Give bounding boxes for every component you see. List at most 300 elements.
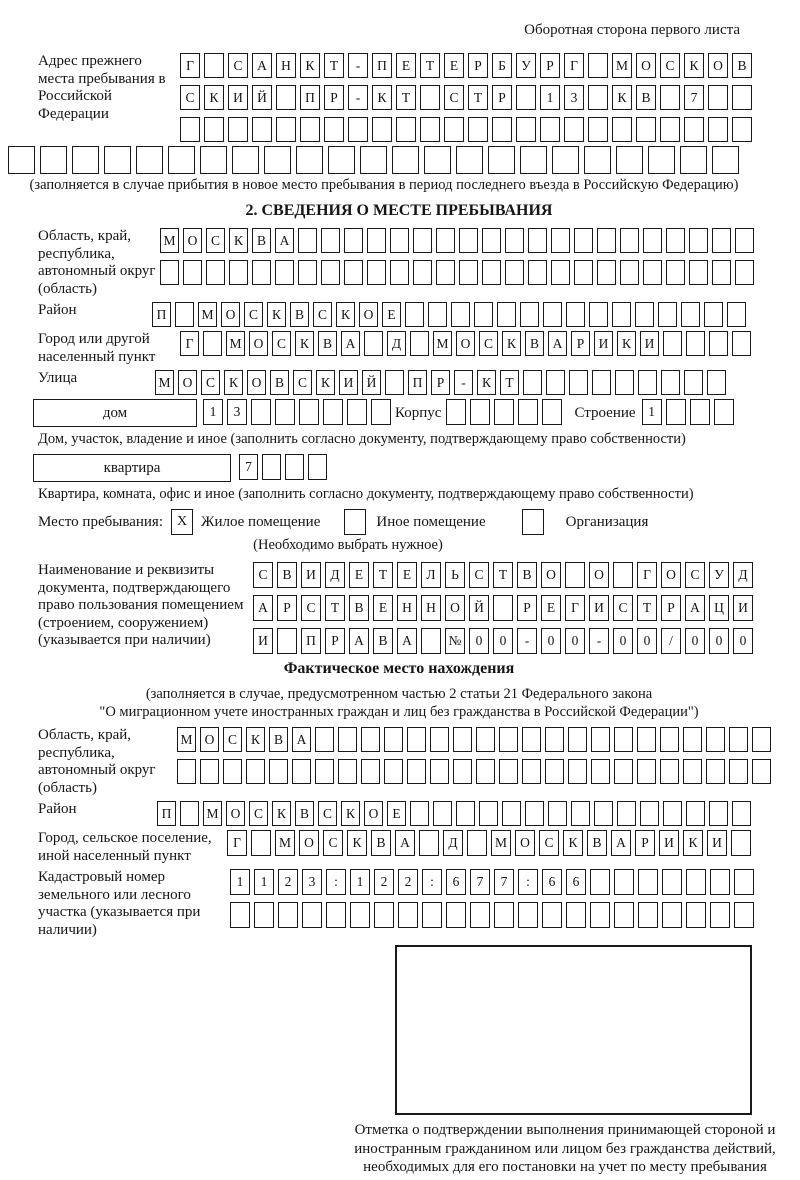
char-cell[interactable] (203, 331, 222, 356)
char-cell[interactable]: А (341, 331, 360, 356)
char-cell[interactable] (361, 759, 380, 784)
char-cell[interactable] (613, 562, 633, 588)
char-cell[interactable]: К (612, 85, 632, 110)
char-cell[interactable] (410, 801, 429, 826)
char-cell[interactable]: 0 (469, 628, 489, 654)
char-cell[interactable]: 0 (565, 628, 585, 654)
char-cell[interactable] (8, 146, 35, 174)
char-cell[interactable] (684, 117, 704, 142)
char-cell[interactable]: С (180, 85, 200, 110)
char-cell[interactable]: Р (431, 370, 450, 395)
char-cell[interactable]: А (349, 628, 369, 654)
char-cell[interactable]: С (206, 228, 225, 253)
char-cell[interactable] (206, 260, 225, 285)
char-cell[interactable]: Л (421, 562, 441, 588)
char-cell[interactable]: С (313, 302, 332, 327)
char-cell[interactable]: Г (637, 562, 657, 588)
char-cell[interactable] (640, 801, 659, 826)
char-cell[interactable]: 2 (374, 869, 394, 895)
char-cell[interactable] (410, 331, 429, 356)
char-cell[interactable]: М (433, 331, 452, 356)
char-cell[interactable] (350, 902, 370, 928)
char-cell[interactable] (72, 146, 99, 174)
char-cell[interactable]: М (177, 727, 196, 752)
char-cell[interactable] (643, 260, 662, 285)
char-cell[interactable] (734, 869, 754, 895)
char-cell[interactable] (588, 117, 608, 142)
char-cell[interactable] (660, 117, 680, 142)
char-cell[interactable] (367, 260, 386, 285)
char-cell[interactable]: С (293, 370, 312, 395)
char-cell[interactable] (360, 146, 387, 174)
char-cell[interactable] (421, 628, 441, 654)
char-cell[interactable]: О (589, 562, 609, 588)
char-cell[interactable] (446, 902, 466, 928)
char-cell[interactable] (422, 902, 442, 928)
char-cell[interactable] (276, 85, 296, 110)
char-cell[interactable]: 0 (637, 628, 657, 654)
char-cell[interactable]: В (732, 53, 752, 78)
char-cell[interactable] (479, 801, 498, 826)
char-cell[interactable] (545, 759, 564, 784)
char-cell[interactable] (40, 146, 67, 174)
char-cell[interactable] (459, 228, 478, 253)
char-cell[interactable] (516, 85, 536, 110)
char-cell[interactable] (732, 85, 752, 110)
char-cell[interactable] (732, 331, 751, 356)
char-cell[interactable]: В (349, 595, 369, 621)
char-cell[interactable]: Е (387, 801, 406, 826)
char-cell[interactable] (505, 260, 524, 285)
char-cell[interactable] (420, 85, 440, 110)
char-cell[interactable]: Н (397, 595, 417, 621)
checkbox-organization[interactable] (522, 509, 544, 535)
char-cell[interactable] (502, 801, 521, 826)
char-cell[interactable] (663, 331, 682, 356)
char-cell[interactable]: В (318, 331, 337, 356)
char-cell[interactable] (348, 117, 368, 142)
char-cell[interactable] (620, 228, 639, 253)
char-cell[interactable]: 0 (733, 628, 753, 654)
char-cell[interactable] (321, 228, 340, 253)
char-cell[interactable] (456, 146, 483, 174)
char-cell[interactable] (298, 260, 317, 285)
char-cell[interactable]: К (563, 830, 583, 856)
char-cell[interactable] (660, 727, 679, 752)
char-cell[interactable]: Р (661, 595, 681, 621)
char-cell[interactable]: Р (571, 331, 590, 356)
char-cell[interactable] (433, 801, 452, 826)
char-cell[interactable] (482, 260, 501, 285)
char-cell[interactable] (734, 902, 754, 928)
char-cell[interactable] (590, 869, 610, 895)
char-cell[interactable] (499, 759, 518, 784)
char-cell[interactable] (204, 53, 224, 78)
char-cell[interactable] (683, 727, 702, 752)
char-cell[interactable] (597, 228, 616, 253)
char-cell[interactable]: П (408, 370, 427, 395)
char-cell[interactable]: 1 (642, 399, 662, 425)
char-cell[interactable]: О (708, 53, 728, 78)
char-cell[interactable]: Й (362, 370, 381, 395)
char-cell[interactable] (729, 759, 748, 784)
char-cell[interactable]: 1 (254, 869, 274, 895)
char-cell[interactable] (568, 727, 587, 752)
char-cell[interactable]: 0 (541, 628, 561, 654)
char-cell[interactable]: С (228, 53, 248, 78)
char-cell[interactable] (643, 228, 662, 253)
char-cell[interactable] (551, 260, 570, 285)
char-cell[interactable] (136, 146, 163, 174)
char-cell[interactable]: Е (444, 53, 464, 78)
char-cell[interactable] (228, 117, 248, 142)
char-cell[interactable]: В (290, 302, 309, 327)
char-cell[interactable] (712, 260, 731, 285)
char-cell[interactable] (635, 302, 654, 327)
char-cell[interactable] (392, 146, 419, 174)
char-cell[interactable]: 7 (494, 869, 514, 895)
char-cell[interactable] (175, 302, 194, 327)
char-cell[interactable]: Р (325, 628, 345, 654)
char-cell[interactable] (735, 260, 754, 285)
char-cell[interactable]: Г (564, 53, 584, 78)
char-cell[interactable] (543, 302, 562, 327)
char-cell[interactable]: П (157, 801, 176, 826)
char-cell[interactable]: С (469, 562, 489, 588)
char-cell[interactable] (328, 146, 355, 174)
char-cell[interactable]: Е (373, 595, 393, 621)
char-cell[interactable]: С (244, 302, 263, 327)
char-cell[interactable] (686, 869, 706, 895)
char-cell[interactable] (499, 727, 518, 752)
char-cell[interactable]: Д (733, 562, 753, 588)
char-cell[interactable] (706, 727, 725, 752)
char-cell[interactable]: Г (565, 595, 585, 621)
char-cell[interactable] (614, 869, 634, 895)
char-cell[interactable] (424, 146, 451, 174)
char-cell[interactable]: - (454, 370, 473, 395)
char-cell[interactable] (168, 146, 195, 174)
char-cell[interactable] (518, 399, 538, 425)
char-cell[interactable] (590, 902, 610, 928)
char-cell[interactable]: 1 (540, 85, 560, 110)
char-cell[interactable]: Г (227, 830, 247, 856)
char-cell[interactable] (565, 562, 585, 588)
char-cell[interactable] (430, 759, 449, 784)
char-cell[interactable] (594, 801, 613, 826)
char-cell[interactable] (104, 146, 131, 174)
char-cell[interactable] (707, 370, 726, 395)
char-cell[interactable] (546, 370, 565, 395)
char-cell[interactable]: 3 (302, 869, 322, 895)
char-cell[interactable] (612, 117, 632, 142)
char-cell[interactable]: А (397, 628, 417, 654)
char-cell[interactable]: Ь (445, 562, 465, 588)
char-cell[interactable]: Й (469, 595, 489, 621)
char-cell[interactable] (302, 902, 322, 928)
char-cell[interactable]: А (253, 595, 273, 621)
char-cell[interactable] (252, 117, 272, 142)
char-cell[interactable]: 6 (542, 869, 562, 895)
char-cell[interactable]: К (684, 53, 704, 78)
char-cell[interactable] (299, 399, 319, 425)
char-cell[interactable] (428, 302, 447, 327)
char-cell[interactable] (571, 801, 590, 826)
char-cell[interactable]: О (249, 331, 268, 356)
char-cell[interactable] (689, 260, 708, 285)
char-cell[interactable] (251, 830, 271, 856)
char-cell[interactable]: Р (277, 595, 297, 621)
char-cell[interactable] (552, 146, 579, 174)
char-cell[interactable] (520, 146, 547, 174)
char-cell[interactable] (177, 759, 196, 784)
char-cell[interactable] (326, 902, 346, 928)
char-cell[interactable]: : (422, 869, 442, 895)
char-cell[interactable]: Р (517, 595, 537, 621)
char-cell[interactable]: А (252, 53, 272, 78)
char-cell[interactable] (419, 830, 439, 856)
char-cell[interactable]: О (226, 801, 245, 826)
char-cell[interactable] (451, 302, 470, 327)
char-cell[interactable] (516, 117, 536, 142)
char-cell[interactable] (588, 85, 608, 110)
char-cell[interactable] (564, 117, 584, 142)
char-cell[interactable]: С (249, 801, 268, 826)
char-cell[interactable] (390, 228, 409, 253)
char-cell[interactable] (663, 801, 682, 826)
char-cell[interactable] (690, 399, 710, 425)
char-cell[interactable] (385, 370, 404, 395)
char-cell[interactable]: С (613, 595, 633, 621)
char-cell[interactable]: - (348, 53, 368, 78)
char-cell[interactable]: К (267, 302, 286, 327)
char-cell[interactable]: М (155, 370, 174, 395)
char-cell[interactable] (518, 902, 538, 928)
char-cell[interactable]: : (518, 869, 538, 895)
char-cell[interactable] (246, 759, 265, 784)
char-cell[interactable] (727, 302, 746, 327)
char-cell[interactable] (661, 370, 680, 395)
char-cell[interactable]: Т (396, 85, 416, 110)
char-cell[interactable]: С (201, 370, 220, 395)
char-cell[interactable] (591, 759, 610, 784)
char-cell[interactable] (324, 117, 344, 142)
char-cell[interactable] (709, 331, 728, 356)
char-cell[interactable]: В (277, 562, 297, 588)
char-cell[interactable] (752, 759, 771, 784)
char-cell[interactable]: Е (349, 562, 369, 588)
char-cell[interactable] (666, 399, 686, 425)
char-cell[interactable]: П (300, 85, 320, 110)
char-cell[interactable]: У (709, 562, 729, 588)
char-cell[interactable] (710, 902, 730, 928)
char-cell[interactable]: И (733, 595, 753, 621)
char-cell[interactable]: А (275, 228, 294, 253)
char-cell[interactable]: К (347, 830, 367, 856)
char-cell[interactable]: О (661, 562, 681, 588)
char-cell[interactable]: 6 (566, 869, 586, 895)
char-cell[interactable]: Т (373, 562, 393, 588)
char-cell[interactable] (315, 759, 334, 784)
char-cell[interactable] (200, 759, 219, 784)
char-cell[interactable] (617, 801, 636, 826)
char-cell[interactable] (592, 370, 611, 395)
char-cell[interactable] (597, 260, 616, 285)
char-cell[interactable] (413, 228, 432, 253)
char-cell[interactable]: М (226, 331, 245, 356)
char-cell[interactable]: 3 (564, 85, 584, 110)
char-cell[interactable] (444, 117, 464, 142)
char-cell[interactable] (160, 260, 179, 285)
char-cell[interactable] (686, 902, 706, 928)
char-cell[interactable] (223, 759, 242, 784)
char-cell[interactable] (666, 260, 685, 285)
char-cell[interactable] (574, 260, 593, 285)
char-cell[interactable]: Р (540, 53, 560, 78)
char-cell[interactable] (614, 727, 633, 752)
checkbox-residential[interactable]: X (171, 509, 193, 535)
char-cell[interactable] (616, 146, 643, 174)
char-cell[interactable]: П (301, 628, 321, 654)
char-cell[interactable]: 6 (446, 869, 466, 895)
char-cell[interactable]: 7 (684, 85, 704, 110)
char-cell[interactable] (252, 260, 271, 285)
char-cell[interactable]: Д (443, 830, 463, 856)
char-cell[interactable]: Р (324, 85, 344, 110)
char-cell[interactable]: - (589, 628, 609, 654)
char-cell[interactable] (338, 727, 357, 752)
char-cell[interactable]: К (336, 302, 355, 327)
char-cell[interactable] (566, 902, 586, 928)
char-cell[interactable]: - (517, 628, 537, 654)
char-cell[interactable]: С (223, 727, 242, 752)
char-cell[interactable]: К (204, 85, 224, 110)
char-cell[interactable] (704, 302, 723, 327)
char-cell[interactable]: М (160, 228, 179, 253)
char-cell[interactable] (684, 370, 703, 395)
char-cell[interactable]: О (299, 830, 319, 856)
char-cell[interactable] (384, 759, 403, 784)
char-cell[interactable]: О (247, 370, 266, 395)
char-cell[interactable]: С (323, 830, 343, 856)
char-cell[interactable] (361, 727, 380, 752)
char-cell[interactable]: А (548, 331, 567, 356)
char-cell[interactable]: К (272, 801, 291, 826)
char-cell[interactable] (589, 302, 608, 327)
char-cell[interactable] (344, 260, 363, 285)
char-cell[interactable]: И (589, 595, 609, 621)
char-cell[interactable] (476, 727, 495, 752)
char-cell[interactable] (338, 759, 357, 784)
char-cell[interactable] (614, 902, 634, 928)
char-cell[interactable]: К (300, 53, 320, 78)
char-cell[interactable] (407, 759, 426, 784)
char-cell[interactable]: К (316, 370, 335, 395)
char-cell[interactable] (528, 228, 547, 253)
char-cell[interactable] (262, 454, 281, 480)
char-cell[interactable]: 1 (350, 869, 370, 895)
char-cell[interactable] (731, 830, 751, 856)
char-cell[interactable] (482, 228, 501, 253)
char-cell[interactable] (710, 869, 730, 895)
char-cell[interactable] (323, 399, 343, 425)
char-cell[interactable] (374, 902, 394, 928)
char-cell[interactable] (436, 260, 455, 285)
char-cell[interactable] (686, 331, 705, 356)
char-cell[interactable]: Е (541, 595, 561, 621)
char-cell[interactable] (620, 260, 639, 285)
char-cell[interactable]: В (295, 801, 314, 826)
char-cell[interactable] (180, 801, 199, 826)
char-cell[interactable]: Е (396, 53, 416, 78)
char-cell[interactable] (278, 902, 298, 928)
char-cell[interactable] (712, 228, 731, 253)
char-cell[interactable]: Т (500, 370, 519, 395)
char-cell[interactable]: М (275, 830, 295, 856)
char-cell[interactable] (371, 399, 391, 425)
char-cell[interactable] (648, 146, 675, 174)
char-cell[interactable]: А (685, 595, 705, 621)
char-cell[interactable]: Н (276, 53, 296, 78)
char-cell[interactable] (522, 759, 541, 784)
char-cell[interactable]: М (203, 801, 222, 826)
char-cell[interactable] (453, 759, 472, 784)
char-cell[interactable]: П (152, 302, 171, 327)
char-cell[interactable] (638, 869, 658, 895)
char-cell[interactable] (680, 146, 707, 174)
char-cell[interactable] (566, 302, 585, 327)
char-cell[interactable] (612, 302, 631, 327)
char-cell[interactable] (254, 902, 274, 928)
char-cell[interactable]: М (198, 302, 217, 327)
char-cell[interactable]: Ц (709, 595, 729, 621)
char-cell[interactable]: 7 (470, 869, 490, 895)
char-cell[interactable] (638, 370, 657, 395)
char-cell[interactable]: 0 (493, 628, 513, 654)
char-cell[interactable]: И (253, 628, 273, 654)
char-cell[interactable]: Р (468, 53, 488, 78)
char-cell[interactable]: 0 (709, 628, 729, 654)
char-cell[interactable] (276, 117, 296, 142)
char-cell[interactable] (468, 117, 488, 142)
char-cell[interactable]: Е (382, 302, 401, 327)
char-cell[interactable] (522, 727, 541, 752)
char-cell[interactable]: К (502, 331, 521, 356)
char-cell[interactable] (229, 260, 248, 285)
char-cell[interactable] (367, 228, 386, 253)
char-cell[interactable]: 7 (239, 454, 258, 480)
char-cell[interactable]: П (372, 53, 392, 78)
char-cell[interactable]: О (515, 830, 535, 856)
char-cell[interactable]: О (541, 562, 561, 588)
char-cell[interactable]: М (612, 53, 632, 78)
char-cell[interactable] (614, 759, 633, 784)
char-cell[interactable]: О (456, 331, 475, 356)
char-cell[interactable]: К (295, 331, 314, 356)
char-cell[interactable] (470, 902, 490, 928)
char-cell[interactable]: К (246, 727, 265, 752)
char-cell[interactable]: С (444, 85, 464, 110)
char-cell[interactable]: Т (325, 595, 345, 621)
char-cell[interactable] (407, 727, 426, 752)
char-cell[interactable] (494, 399, 514, 425)
char-cell[interactable]: Б (492, 53, 512, 78)
char-cell[interactable]: К (617, 331, 636, 356)
char-cell[interactable]: 2 (278, 869, 298, 895)
char-cell[interactable]: Й (252, 85, 272, 110)
char-cell[interactable] (729, 727, 748, 752)
char-cell[interactable] (540, 117, 560, 142)
